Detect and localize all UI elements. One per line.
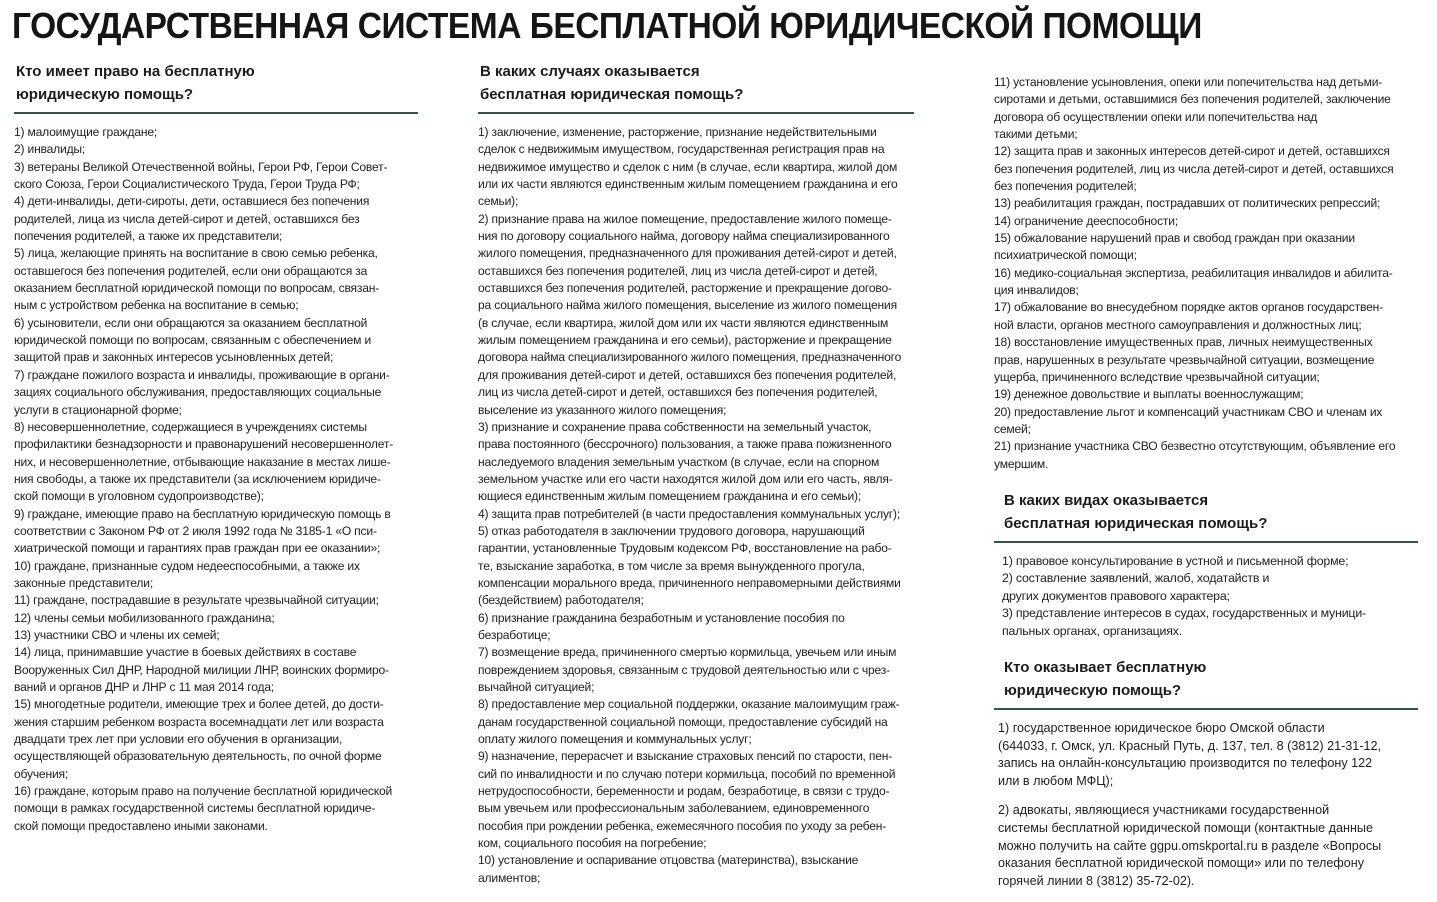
section-heading-which-cases (478, 60, 914, 106)
list-item: 11) граждане, пострадавшие в результате чрезвычайной ситуации; (14, 593, 379, 608)
section-divider (994, 708, 1418, 710)
list-item: 3) представление интересов в судах, государственных и муници- пальных органах, организациях. (1002, 606, 1366, 638)
list-item: 10) установление и оспаривание отцовства (материнства), взыскание алиментов; (478, 853, 859, 885)
list-item: 15) обжалование нарушений прав и свобод граждан при оказании психиатрической помощи; (994, 231, 1355, 263)
section-who-provides (994, 656, 1414, 702)
list-item: 8) несовершеннолетние, содержащиеся в учреждениях системы профилактики безнадзорности и правонарушений несовершеннолет- них, и несовершеннолетние, отбывающие наказание в местах лише- ния свободы, а также их представители (за исключением юридиче- ской помощи в уголовном судопроизводстве); (14, 419, 394, 504)
list-item: 7) граждане пожилого возраста и инвалиды, проживающие в органи- зациях социального обслуживания, предоставляющих социальные услуги в стационарной форме; (14, 367, 390, 417)
heading-line: бесплатная юридическая помощь? (1004, 514, 1268, 532)
list-item: 2) составление заявлений, жалоб, ходатайств и других документов правового характера; (1002, 571, 1270, 603)
list-item: 21) признание участника СВО безвестно отсутствующим, объявление его умершим. (994, 439, 1396, 471)
list-item: 18) восстановление имущественных прав, личных неимущественных прав, нарушенных в результате чрезвычайной ситуации, возмещение ущерба, причиненного вследствие чрезвычайной ситуации; (994, 335, 1375, 384)
list-item: 14) лица, принимавшие участие в боевых действиях в составе Вооруженных Сил ДНР, Народной милиции ЛНР, воинских формиро- ваний и органов ДНР и ЛНР с 11 мая 2014 года; (14, 645, 389, 694)
section-which-forms (994, 489, 1414, 535)
heading-line: бесплатная юридическая помощь? (480, 86, 744, 103)
section-divider (14, 112, 418, 114)
provider-item: 1) государственное юридическое бюро Омской области (644033, г. Омск, ул. Красный Путь, д. 137, тел. 8 (3812) 21-31-12, запись на онлайн-консультацию производится по телефону 122 или в любом МФЦ); (998, 720, 1381, 788)
list-item: 6) усыновители, если они обращаются за оказанием бесплатной юридической помощи по вопросам, связанным с обеспечением и защитой прав и законных интересов усыновленных детей; (14, 315, 372, 365)
list-item: 13) реабилитация граждан, пострадавших от политических репрессий; (994, 196, 1381, 211)
page-title: ГОСУДАРСТВЕННАЯ СИСТЕМА БЕСПЛАТНОЙ ЮРИДИЧЕСКОЙ ПОМОЩИ (12, 5, 1202, 46)
column-which-cases (478, 60, 914, 887)
list-which-cases (478, 124, 914, 887)
heading-line: В каких видах оказывается (1004, 491, 1209, 509)
list-item: 9) назначение, перерасчет и взыскание страховых пенсий по старости, пен- сий по инвалидности и по случаю потери кормильца, пособий по временной нетрудоспособности, беременности и родам, безработице, в связи с трудо- вым увечьем или профессиональным заболеванием, единовременного пособия при рождении ребенка, ежемесячного пособия по уходу за ребен- ком, социального пособия на погребение; (478, 749, 896, 851)
list-item: 6) признание гражданина безработным и установление пособия по безработице; (478, 610, 845, 642)
provider-item: 2) адвокаты, являющиеся участниками государственной системы бесплатной юридической помощи (контактные данные можно получить на сайте ggpu.omskportal.ru в разделе «Вопросы оказания бесплатной юридической помощи» или по телефону горячей линии 8 (3812) 35-72-02). (998, 803, 1382, 888)
list-item: 1) правовое консультирование в устной и письменной форме; (1002, 553, 1349, 568)
heading-line: В каких случаях оказывается (480, 63, 700, 80)
list-item: 2) признание права на жилое помещение, предоставление жилого помеще- ния по договору социального найма, договору найма специализированного жилого помещения, предназначенного для проживания детей-сирот и детей, оставшихся без попечения родителей, лиц из числа детей-сирот и детей, оставшихся без попечения родителей, расторжение и прекращение догово- ра социального найма жилого помещения, выселение из жилого помещения (в случае, если квартира, жилой дом или их части являются единственным жилым помещением гражданина и его семьи), расторжение и прекращение договора найма специализированного жилого помещения, предназначенного для проживания детей-сирот и детей, оставшихся без попечения родителей, лиц из числа детей-сирот и детей, оставшихся без попечения родителей, выселение из указанного жилого помещения; (478, 211, 902, 417)
list-who-entitled (14, 124, 418, 835)
heading-line: Кто имеет право на бесплатную (16, 63, 255, 80)
list-item: 16) медико-социальная экспертиза, реабилитация инвалидов и абилита- ция инвалидов; (994, 265, 1393, 298)
section-divider (478, 112, 914, 114)
section-heading-who-provides (1004, 656, 1414, 702)
list-item: 4) дети-инвалиды, дети-сироты, дети, оставшиеся без попечения родителей, лица из числа детей-сирот и детей, оставшихся без попечения родителей, а также их представители; (14, 194, 370, 244)
list-item: 8) предоставление мер социальной поддержки, оказание малоимущим граж- данам государственной социальной помощи, предоставление субсидий на оплату жилого помещения и коммунальных услуг; (478, 697, 900, 747)
list-item: 1) малоимущие граждане; (14, 125, 158, 139)
list-item: 17) обжалование во внесудебном порядке актов органов государствен- ной власти, органов местного самоуправления и должностных лиц; (994, 300, 1383, 332)
list-item: 20) предоставление льгот и компенсаций участникам СВО и членам их семей; (994, 404, 1383, 436)
list-item: 11) установление усыновления, опеки или попечительства над детьми- сиротами и детьми, оставшимися без попечения родителей, заключение договора об осуществлении опеки или попечительства над такими детьми; (994, 75, 1391, 142)
column-continued (994, 74, 1414, 890)
column-who-entitled (14, 60, 418, 835)
list-item: 3) ветераны Великой Отечественной войны, Герои РФ, Герои Совет- ского Союза, Герои Социалистического Труда, Герои Труда РФ; (14, 159, 388, 192)
list-item: 7) возмещение вреда, причиненного смертью кормильца, увечьем или иным повреждением здоровья, связанным с трудовой деятельностью или с чрез- вычайной ситуацией; (478, 645, 897, 694)
list-item: 3) признание и сохранение права собственности на земельный участок, права постоянного (бессрочного) пользования, а также права пожизненного наследуемого владения земельным участком (в случае, если на спорном земельном участке или его части находятся жилой дом или его часть, явля- ющиеся единственным жилым помещением гражданина и его семьи); (478, 419, 893, 504)
section-heading-who-entitled (14, 60, 418, 106)
list-item: 5) лица, желающие принять на воспитание в свою семью ребенка, оставшегося без попечения родителей, если они обращаются за оказанием бесплатной юридической помощи по вопросам, связан- ным с устройством ребенка на воспитание в семью; (14, 246, 380, 313)
list-item: 10) граждане, признанные судом недееспособными, а также их законные представители; (14, 558, 360, 590)
heading-line: юридическую помощь? (1004, 681, 1182, 699)
list-item: 5) отказ работодателя в заключении трудового договора, нарушающий гарантии, установленные Трудовым кодексом РФ, восстановление на рабо- те, взыскание заработка, в том числе за время вынужденного прогула, компенсации морального вреда, причиненного неправомерными действиями (бездействием) работодателя; (478, 523, 901, 608)
list-item: 4) защита прав потребителей (в части предоставления коммунальных услуг); (478, 506, 901, 521)
list-item: 12) члены семьи мобилизованного гражданина; (14, 610, 275, 625)
list-item: 9) граждане, имеющие право на бесплатную юридическую помощь в соответствии с Законом РФ от 2 июля 1992 года № 3185-1 «О пси- хиатрической помощи и гарантиях прав граждан при ее оказании»; (14, 506, 391, 556)
list-item: 16) граждане, которым право на получение бесплатной юридической помощи в рамках государственной системы бесплатной юридиче- ской помощи предоставлено иными законами. (14, 784, 393, 833)
list-which-cases-continued (994, 74, 1414, 473)
list-item: 2) инвалиды; (14, 142, 86, 157)
heading-line: Кто оказывает бесплатную (1004, 658, 1207, 676)
heading-line: юридическую помощь? (16, 86, 194, 103)
section-divider (994, 541, 1418, 543)
list-item: 14) ограничение дееспособности; (994, 213, 1178, 228)
list-item: 12) защита прав и законных интересов детей-сирот и детей, оставшихся без попечения родителей, лиц из числа детей-сирот и детей, оставшихся без попечения родителей; (994, 144, 1394, 194)
section-heading-which-forms (1004, 489, 1414, 535)
list-item: 15) многодетные родители, имеющие трех и более детей, до дости- жения старшим ребенком возраста восемнадцати лет или возраста двадцати трех лет при условии его обучения в организации, осуществляющей образовательную деятельность, по очной форме обучения; (14, 697, 384, 781)
list-item: 1) заключение, изменение, расторжение, признание недействительными сделок с недвижимым имуществом, государственная регистрация прав на недвижимое имущество и сделок с ним (в случае, если квартира, жилой дом или их части являются единственным жилым помещением гражданина и его семьи); (478, 125, 898, 209)
list-item: 19) денежное довольствие и выплаты военнослужащим; (994, 387, 1304, 402)
list-which-forms (994, 553, 1414, 640)
list-item: 13) участники СВО и члены их семей; (14, 627, 220, 642)
